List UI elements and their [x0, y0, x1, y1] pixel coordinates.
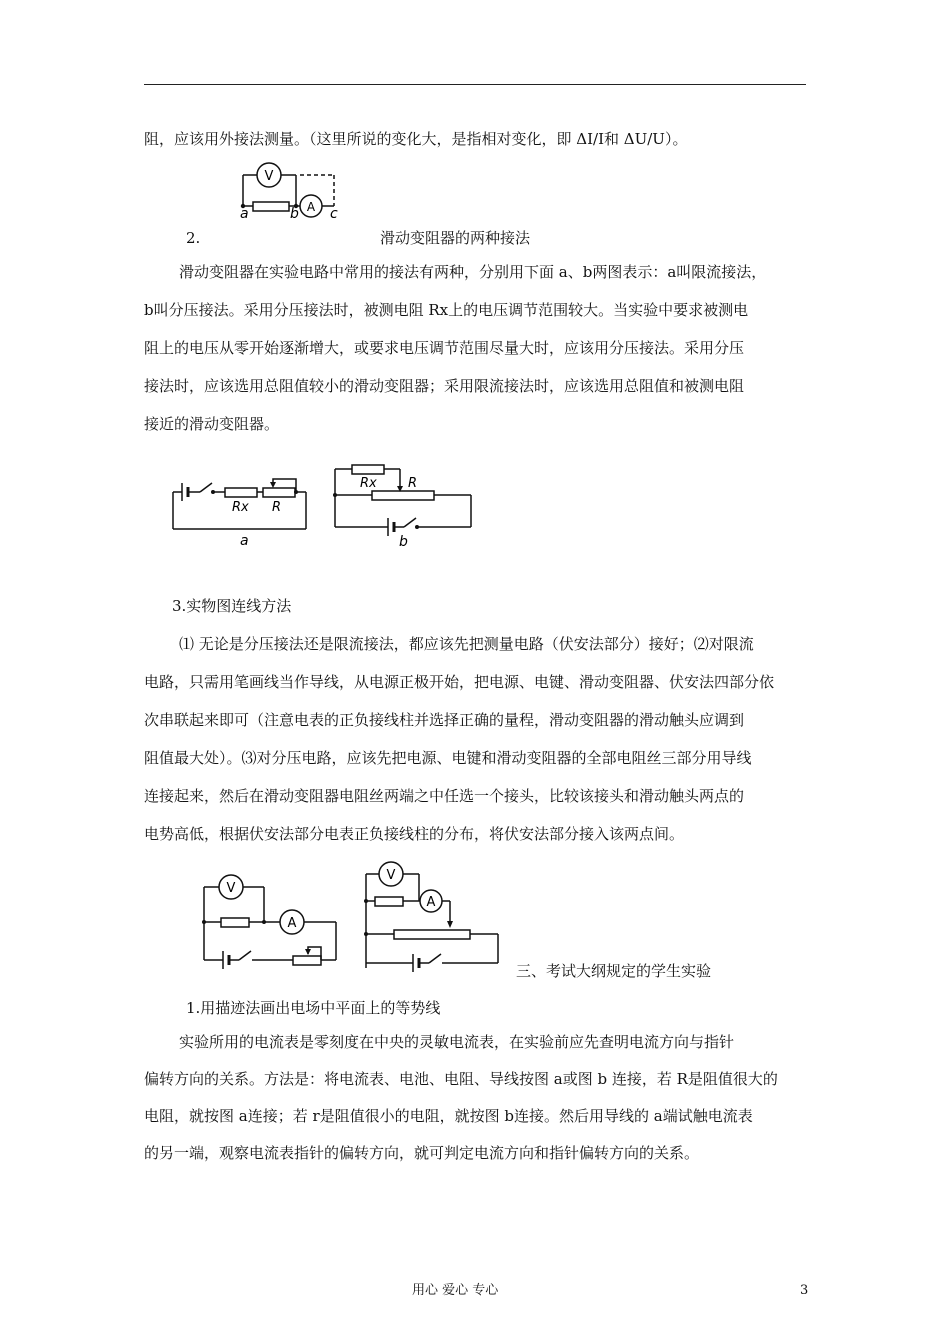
- figure-b-label: b: [399, 534, 408, 550]
- footer-motto: 用心 爱心 专心: [412, 1283, 499, 1298]
- text-line: 实验所用的电流表是零刻度在中央的灵敏电流表，在实验前应先查明电流方向与指针: [179, 1033, 735, 1051]
- text-line: b叫分压接法。采用分压接法时，被测电阻 Rx上的电压调节范围较大。当实验中要求被测电: [144, 301, 749, 319]
- text-line: 电势高低，根据伏安法部分电表正负接线柱的分布，将伏安法部分接入该两点间。: [144, 825, 685, 843]
- point-b-label: b: [290, 206, 299, 222]
- text-line: 次串联起来即可（注意电表的正负接线柱并选择正确的量程，滑动变阻器的滑动触头应调到: [144, 711, 745, 729]
- current-limiting-circuit-diagram: [170, 470, 320, 552]
- section-2-title: 滑动变阻器的两种接法: [380, 229, 531, 247]
- divider-wiring-diagram: [358, 858, 508, 973]
- text-line: 阻上的电压从零开始逐渐增大，或要求电压调节范围尽量大时，应该用分压接法。采用分压: [144, 339, 745, 357]
- header-rule: [144, 84, 806, 85]
- ammeter-label: A: [306, 200, 316, 214]
- resistor-rx-label: Rx: [232, 500, 249, 515]
- text-line: 接近的滑动变阻器。: [144, 415, 280, 433]
- external-connection-diagram: [238, 160, 348, 222]
- ammeter-label: A: [287, 916, 297, 931]
- text-line: 接法时，应该选用总阻值较小的滑动变阻器；采用限流接法时，应该选用总阻值和被测电阻: [144, 377, 745, 395]
- heading-required-experiments: 三、考试大纲规定的学生实验: [516, 962, 712, 980]
- rheostat-r-label: R: [272, 500, 282, 515]
- section-2-number: 2.: [186, 229, 201, 247]
- voltmeter-label: V: [226, 881, 236, 896]
- text-line: 电路，只需用笔画线当作导线，从电源正极开始，把电源、电键、滑动变阻器、伏安法四部分依: [144, 673, 775, 691]
- figure-a-label: a: [240, 533, 249, 549]
- voltage-divider-circuit-diagram: [332, 458, 482, 550]
- text-line: 滑动变阻器在实验电路中常用的接法有两种，分别用下面 a、b两图表示：a叫限流接法，: [179, 263, 767, 281]
- text-line: 阻，应该用外接法测量。（这里所说的变化大，是指相对变化，即 ΔI/I和 ΔU/U）。: [144, 130, 688, 148]
- point-a-label: a: [240, 206, 249, 222]
- limiting-wiring-diagram: [195, 870, 345, 980]
- resistor-rx-label: Rx: [360, 476, 377, 491]
- page-number: 3: [800, 1283, 809, 1298]
- text-line: 偏转方向的关系。方法是：将电流表、电池、电阻、导线按图 a或图 b 连接，若 R是阻值很大的: [144, 1070, 778, 1088]
- rheostat-r-label: R: [408, 476, 418, 491]
- section-3-title: 3.实物图连线方法: [172, 597, 292, 615]
- text-line: ⑴ 无论是分压接法还是限流接法，都应该先把测量电路（伏安法部分）接好；⑵对限流: [179, 635, 754, 653]
- voltmeter-label: V: [264, 169, 274, 184]
- point-c-label: c: [330, 206, 338, 222]
- voltmeter-label: V: [386, 868, 396, 883]
- ammeter-label: A: [426, 895, 436, 910]
- text-line: 电阻，就按图 a连接；若 r是阻值很小的电阻，就按图 b连接。然后用导线的 a端试触电流表: [144, 1107, 753, 1125]
- text-line: 阻值最大处）。⑶对分压电路，应该先把电源、电键和滑动变阻器的全部电阻丝三部分用导线: [144, 749, 752, 767]
- item-1-title: 1.用描迹法画出电场中平面上的等势线: [186, 999, 441, 1017]
- text-line: 的另一端，观察电流表指针的偏转方向，就可判定电流方向和指针偏转方向的关系。: [144, 1144, 700, 1162]
- text-line: 连接起来，然后在滑动变阻器电阻丝两端之中任选一个接头，比较该接头和滑动触头两点的: [144, 787, 745, 805]
